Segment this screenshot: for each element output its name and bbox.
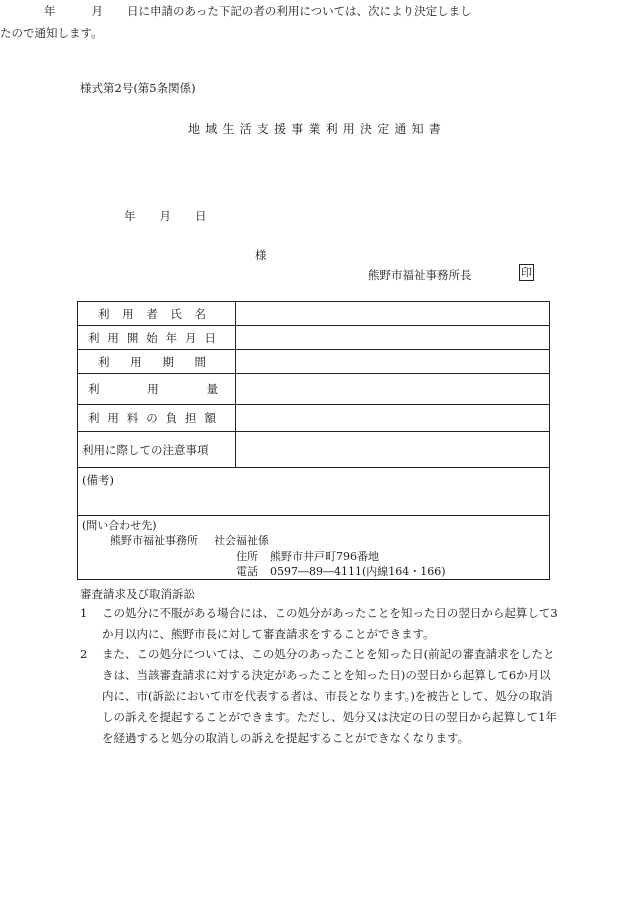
row-value-period[interactable] [236, 350, 549, 373]
contact-office-line [110, 533, 269, 549]
notice-text: また、この処分については、この処分のあったことを知った日(前記の審査請求をしたときは、当該審査請求に対する決定があったことを知った日)の翌日から起算して6か月以内に、市(訴訟において市を代表する者は、市長となります。)を被告として、処分の取消しの訴えを提起することができます。ただし、処分又は決定の日の翌日から起算して1年を経過すると処分の取消しの訴えを提起することができなくなります。 [102, 647, 557, 745]
row-label-notes: 利用に際しての注意事項 [78, 432, 236, 467]
date-year: 年 [124, 209, 136, 223]
label-char: 者 [146, 306, 158, 321]
label-char: 担 [185, 411, 197, 425]
table-row [78, 374, 549, 405]
notice-heading: 審査請求及び取消訴訟 [80, 587, 195, 601]
address-label: 住所 [236, 550, 258, 563]
label-char: 用 [130, 354, 142, 369]
label-char: の [146, 411, 158, 425]
issuer-name: 熊野市福祉事務所長 [368, 268, 472, 282]
label-char: 始 [146, 330, 158, 345]
date-month: 月 [159, 209, 171, 223]
label-char: 期 [162, 354, 174, 369]
notice-number: 2 [80, 647, 88, 661]
phone-label: 電話 [236, 565, 258, 578]
label-char: 負 [165, 411, 178, 425]
label-char: 年 [165, 330, 178, 345]
info-table [77, 301, 550, 580]
remarks-label: (備考) [82, 473, 114, 487]
addressee-honorific: 様 [255, 248, 267, 262]
table-row [78, 302, 549, 326]
label-char: 用 [147, 382, 159, 396]
row-label-start-date [78, 326, 236, 349]
seal-mark: 印 [521, 266, 532, 279]
row-value-start-date[interactable] [236, 326, 549, 349]
label-char: 用 [122, 306, 134, 321]
row-label-fee [78, 405, 236, 431]
label-char: 開 [126, 330, 139, 345]
contact-section: 社会福祉係 [214, 534, 269, 547]
remarks-row [78, 468, 549, 516]
intro-text: 日に申請のあった下記の者の利用については、次により決定しましたので通知します。 [0, 4, 472, 40]
date-line [124, 208, 207, 224]
intro-month: 月 [91, 4, 103, 18]
label-spread [98, 306, 206, 322]
label-char: 利 [98, 354, 110, 369]
label-char: 間 [194, 354, 206, 369]
contact-office: 熊野市福祉事務所 [110, 534, 198, 547]
contact-address-line [236, 549, 379, 565]
label-char: 額 [204, 411, 216, 425]
row-value-user-name[interactable] [236, 302, 549, 325]
label-spread [88, 330, 216, 346]
table-row [78, 326, 549, 350]
label-char: 利 [88, 411, 100, 425]
row-label-period [78, 350, 236, 373]
table-row [78, 405, 549, 432]
label-char: 用 [107, 411, 119, 425]
contact-phone: 0597―89―4111(内線164・166) [270, 565, 446, 578]
date-day: 日 [195, 209, 207, 223]
contact-row [78, 516, 549, 579]
label-char: 利 [88, 382, 100, 396]
table-row [78, 432, 549, 468]
document-title: 地域生活支援事業利用決定通知書 [188, 122, 447, 136]
label-char: 月 [185, 330, 197, 345]
intro-year: 年 [44, 4, 56, 18]
label-char: 日 [204, 330, 216, 345]
contact-phone-line [236, 564, 446, 580]
label-char: 氏 [170, 306, 182, 321]
contact-block [78, 516, 549, 579]
contact-label: (問い合わせ先) [82, 519, 157, 532]
intro-paragraph [0, 0, 480, 44]
label-char: 名 [194, 306, 206, 321]
contact-address: 熊野市井戸町796番地 [270, 550, 379, 563]
row-value-fee[interactable] [236, 405, 549, 431]
form-number: 様式第2号(第5条関係) [80, 81, 196, 95]
row-label-amount [78, 374, 236, 404]
row-label-user-name [78, 302, 236, 325]
table-row [78, 350, 549, 374]
label-spread [98, 354, 206, 370]
label-char: 利 [88, 330, 100, 345]
label-spread [88, 381, 218, 397]
label-spread [88, 410, 216, 426]
notice-number: 1 [80, 606, 88, 620]
notice-text: この処分に不服がある場合には、この処分があったことを知った日の翌日から起算して3か月以内に、熊野市長に対して審査請求をすることができます。 [102, 606, 558, 641]
label-char: 用 [107, 330, 119, 345]
row-value-amount[interactable] [236, 374, 549, 404]
label-char: 料 [126, 411, 139, 425]
label-char: 利 [98, 306, 110, 321]
row-value-notes[interactable] [236, 432, 549, 467]
label-char: 量 [206, 382, 218, 396]
